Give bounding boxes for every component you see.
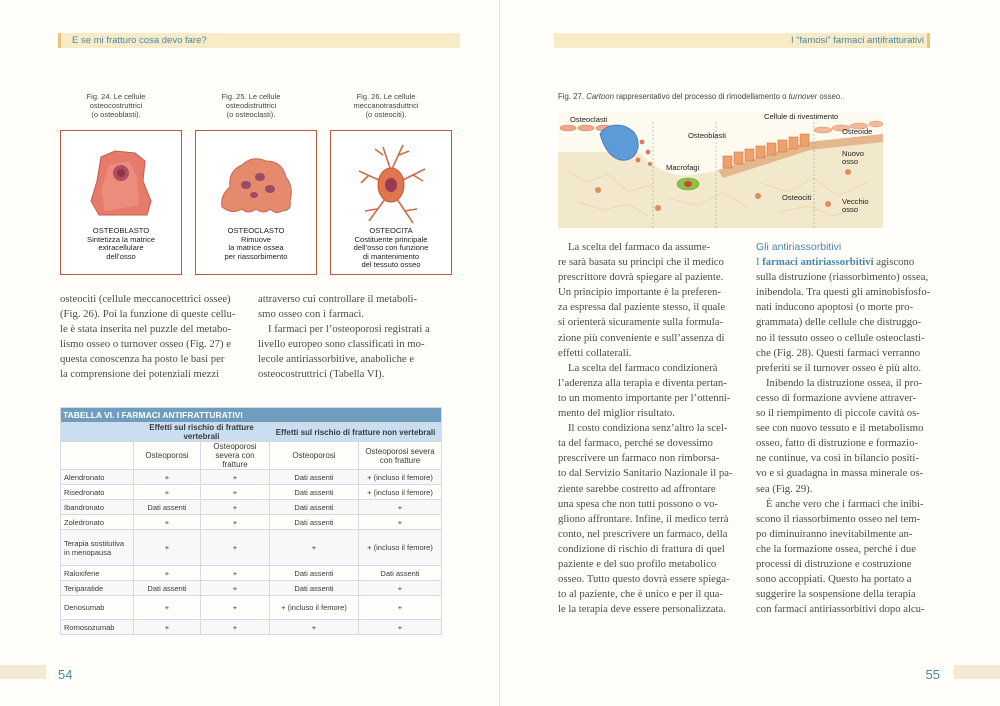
label-macrofagi: Macrofagi [666, 163, 700, 172]
osteoclast-caption [196, 227, 316, 261]
caption-prefix: Fig. 27. [558, 92, 585, 101]
table-cell: + [134, 530, 201, 566]
drugs-table [60, 407, 442, 635]
text-line: so il riempimento di piccole cavità os- [756, 407, 920, 420]
text-line: cesso di formazione avviene attraver- [756, 391, 917, 404]
label-osteoide: Osteoide [842, 127, 873, 136]
label-osteoclasti: Osteoclasti [570, 115, 608, 124]
label-line: Nuovo [842, 149, 864, 158]
fig27-caption [558, 92, 842, 101]
table-cell: + [359, 620, 442, 635]
table-cell: + [359, 581, 442, 596]
left-col2-text [258, 292, 444, 383]
figure-desc: la matrice ossea [228, 243, 284, 253]
text-line: mento del miglior risultato. [558, 407, 675, 420]
caption-italic: Cartoon [586, 92, 614, 101]
table-cell: Dati assenti [270, 515, 359, 530]
caption-line: (o osteoclasti). [226, 110, 276, 119]
folio-tab [0, 665, 46, 679]
text-line: po diminuiranno inevitabilmente an- [756, 527, 913, 540]
text-line: paziente e del suo profilo metabolico [558, 557, 717, 570]
text-line: La scelta del farmaco condizionerà [568, 361, 718, 374]
text-fragment: I [756, 256, 760, 269]
drug-name: Romosozumab [61, 620, 134, 635]
table-cell: + [359, 515, 442, 530]
running-header: E se mi fratturo cosa devo fare? [58, 33, 460, 48]
fig24-caption [57, 92, 175, 119]
figure-desc: Costituente principale [354, 234, 428, 244]
label-osteoblasti: Osteoblasti [688, 131, 726, 140]
text-line: processi di distruzione e costruzione [756, 557, 912, 570]
figure-desc: Sintetizza la matrice [87, 234, 155, 244]
table-cell: + [270, 530, 359, 566]
remodeling-illustration [558, 112, 883, 228]
text-line: gliono affrontare. Infine, il medico terrà [558, 512, 729, 525]
text-line: attraverso cui controllare il metaboli- [258, 293, 418, 305]
drug-name: Raloxifene [61, 566, 134, 581]
table-row [61, 620, 442, 635]
table-cell: + [201, 581, 270, 596]
section-title: Gli antiriassorbitivi [756, 241, 842, 253]
text-line: osteociti (cellule meccanocettrici ossee) [60, 293, 231, 305]
table-row [61, 566, 442, 581]
caption-italic: turnover [788, 92, 818, 101]
table-cell: + (incluso il femore) [359, 485, 442, 500]
table-cell: Dati assenti [270, 566, 359, 581]
table-row [61, 515, 442, 530]
table-cell: Dati assenti [134, 581, 201, 596]
text-line: inibendola. Tra questi gli aminobisfosfo- [756, 286, 931, 299]
text-line: Inibendo la distruzione ossea, il pro- [766, 376, 923, 389]
text-line: to dal Servizio Sanitario Nazionale il pa- [558, 467, 733, 480]
label-vecchio-osso [842, 198, 869, 214]
table-cell: + [134, 596, 201, 620]
text-line: re sarà basata su principi che il medico [558, 256, 724, 269]
table-title: TABELLA VI. I FARMACI ANTIFRATTURATIVI [61, 408, 442, 423]
caption-line: Fig. 24. Le cellule [86, 92, 146, 101]
text-line: osseo. Tutto questo dovrà essere spiega- [558, 573, 730, 586]
text-line: nati inducono apoptosi (o morte pro- [756, 301, 914, 314]
table-row [61, 485, 442, 500]
table-cell: + [201, 620, 270, 635]
table-row [61, 581, 442, 596]
right-col2-text [756, 240, 942, 617]
running-header: I “famosi” farmaci antifratturativi [554, 33, 930, 48]
text-line: to al paziente, che è unico e per il qua- [558, 588, 723, 601]
table-title-row [61, 408, 442, 423]
fig26-caption [327, 92, 445, 119]
sub-header: Osteoporosi [134, 442, 201, 470]
label-osteociti: Osteociti [782, 193, 812, 202]
drug-name: Alendronato [61, 470, 134, 485]
text-line: prescrittore dovrà spiegare al paziente. [558, 271, 724, 284]
table-cell: + [134, 515, 201, 530]
osteocyte-figure [330, 130, 452, 275]
table-row [61, 596, 442, 620]
sub-header: Osteoporosi severa con fratture [359, 442, 442, 470]
table-cell: Dati assenti [270, 470, 359, 485]
text-line: ne continue, va così in bilancio positi- [756, 452, 919, 465]
table-cell: + [134, 620, 201, 635]
text-line: vo e si guadagna in massa minerale os- [756, 467, 924, 480]
text-line: Un principio importante è la preferen- [558, 286, 721, 299]
label-line: Vecchio [842, 197, 869, 206]
text-line: lecole antiriassorbitive, anaboliche e [258, 353, 415, 366]
drug-name: Terapia sostitutiva in menopausa [61, 530, 134, 566]
text-line: see con nuovo tessuto e il metabolismo [756, 422, 924, 435]
folio-tab [954, 665, 1000, 679]
figure-desc: del tessuto osseo [361, 260, 421, 270]
text-line: zione più conveniente e sull’assenza di [558, 331, 725, 344]
table-row [61, 500, 442, 515]
osteoclast-figure [195, 130, 317, 275]
text-line: to un momento importante per l’ottenni- [558, 391, 731, 404]
left-col1-text [60, 292, 246, 383]
table-cell: + [201, 485, 270, 500]
table-cell: + [201, 500, 270, 515]
text-line: grammata) delle cellule che distruggo- [756, 316, 921, 329]
text-line: effetti collaterali. [558, 346, 632, 359]
figure-title: OSTEOCLASTO [227, 226, 285, 235]
table-cell: + [134, 470, 201, 485]
text-line: che la formazione ossea, perché i due [756, 542, 916, 555]
caption-text: rappresentativo del processo di rimodellamento o [616, 92, 787, 101]
text-line: suggerire la sospensione della terapia [756, 588, 916, 601]
text-line: sulla distruzione (riassorbimento) ossea, [756, 271, 929, 284]
label-rivestimento: Cellule di rivestimento [764, 112, 839, 121]
text-line: si orienterà sicuramente sulla formula- [558, 316, 723, 329]
text-line: osseo, fatto di distruzione e formazio- [756, 437, 919, 450]
table-cell: + [134, 485, 201, 500]
table-cell: + [201, 596, 270, 620]
text-line: questa conoscenza ha posto le basi per [60, 353, 225, 366]
text-line: ziente sarebbe costretto ad affrontare [558, 482, 716, 495]
drug-name: Zoledronato [61, 515, 134, 530]
figure-title: OSTEOBLASTO [92, 226, 150, 235]
label-nuovo-osso [842, 150, 864, 166]
text-line: una spesa che non tutti possono o vo- [558, 497, 718, 510]
table-group-header [61, 423, 442, 442]
group-vertebral: Effetti sul rischio di fratture vertebrali [134, 423, 270, 442]
table-sub-header [61, 442, 442, 470]
sub-header: Osteoporosi [270, 442, 359, 470]
text-line: che (Fig. 28). Questi farmaci verranno [756, 346, 921, 359]
text-fragment: agiscono [876, 256, 915, 269]
osteocyte-caption [331, 227, 451, 270]
page-number: 54 [58, 667, 73, 682]
text-line: l’aderenza alla terapia e diventa pertan- [558, 376, 727, 389]
figure-desc: Rimuove [241, 234, 271, 244]
right-page [500, 0, 1000, 706]
table-cell: Dati assenti [270, 500, 359, 515]
text-line: con farmaci antiriassorbitivi dopo alcu- [756, 603, 925, 616]
text-line: osteocostruttrici (Tabella VI). [258, 368, 385, 381]
table-cell: + (incluso il femore) [359, 470, 442, 485]
figure-desc: extracellulare [98, 243, 144, 253]
table-cell: + [201, 530, 270, 566]
text-line: ta del farmaco, perché se dovessimo [558, 437, 713, 450]
table-cell: Dati assenti [270, 581, 359, 596]
table-cell: + [270, 620, 359, 635]
figure-desc: dell’osso con funzione [353, 243, 429, 253]
text-line: lismo osseo o turnover osseo (Fig. 27) e [60, 338, 231, 351]
text-line: condizione di rischio di frattura di quel [558, 542, 725, 555]
table-cell: + (incluso il femore) [359, 530, 442, 566]
osteocyte-illustration [351, 141, 431, 225]
page-number: 55 [925, 667, 940, 682]
drug-name: Risedronato [61, 485, 134, 500]
figure-desc: dell’osso [106, 251, 136, 261]
osteoclast-illustration [216, 141, 296, 225]
remodeling-drawing [558, 112, 883, 228]
text-line: la comprensione dei potenziali mezzi [60, 368, 220, 381]
table-cell: Dati assenti [359, 566, 442, 581]
osteoblast-figure [60, 130, 182, 275]
bold-term: farmaci antiriassorbitivi [762, 256, 874, 269]
text-line: prescrivere un farmaco non rimborsa- [558, 452, 720, 465]
caption-line: osteocostruttrici [89, 101, 143, 110]
caption-line: (o osteoblasti). [91, 110, 141, 119]
caption-end: osseo. [819, 92, 843, 101]
table-cell: Dati assenti [270, 485, 359, 500]
table-corner [61, 423, 134, 442]
figure-desc: di mantenimento [362, 251, 420, 261]
drug-name: Denosumab [61, 596, 134, 620]
text-line: I farmaci per l’osteoporosi registrati a [268, 323, 430, 336]
table-cell: + [359, 596, 442, 620]
table-cell: + [201, 470, 270, 485]
figure-desc: per riassorbimento [224, 251, 288, 261]
text-line: le è stata inserita nel puzzle del metabo- [60, 323, 232, 336]
osteoblast-illustration [81, 141, 161, 225]
caption-line: osteodistruttrici [225, 101, 277, 110]
fig25-caption [192, 92, 310, 119]
table-cell: + [134, 566, 201, 581]
caption-line: Fig. 25. Le cellule [221, 92, 281, 101]
text-line: za espressa dal paziente stesso, il quale [558, 301, 726, 314]
text-line: no il tessuto osseo o cellule osteoclasti- [756, 331, 925, 344]
text-line [756, 255, 942, 270]
table-corner [61, 442, 134, 470]
caption-line: Fig. 26. Le cellule [356, 92, 416, 101]
label-line: osso [842, 157, 859, 166]
text-line: le la terapia deve essere personalizzata. [558, 603, 726, 616]
label-line: osso [842, 205, 859, 214]
text-line: Il costo condiziona senz’altro la scel- [568, 422, 728, 435]
osteoblast-caption [61, 227, 181, 261]
text-line: sea (Fig. 29). [756, 482, 813, 495]
caption-line: (o osteociti). [365, 110, 407, 119]
text-line: sono accoppiati. Questo ha portato a [756, 573, 912, 586]
table-cell: + [201, 515, 270, 530]
drug-name: Ibandronato [61, 500, 134, 515]
right-col1-text [558, 240, 742, 617]
text-line: smo osseo con i farmaci. [258, 308, 364, 321]
sub-header: Osteoporosi severa con fratture [201, 442, 270, 470]
table-cell: + [201, 566, 270, 581]
text-line: È anche vero che i farmaci che inibi- [766, 497, 924, 510]
figure-title: OSTEOCITA [369, 226, 413, 235]
text-line: preferiti se il turnover osseo è più alto. [756, 361, 922, 374]
group-non-vertebral: Effetti sul rischio di fratture non vertebrali [270, 423, 442, 442]
caption-line: meccanotrasduttrici [353, 101, 419, 110]
drug-name: Teriparatide [61, 581, 134, 596]
table-cell: Dati assenti [134, 500, 201, 515]
table-row [61, 470, 442, 485]
text-line: livello europeo sono classificati in mo- [258, 338, 425, 351]
text-line: scono il riassorbimento osseo nel tem- [756, 512, 921, 525]
text-line: (Fig. 26). Poi la funzione di queste cellu- [60, 308, 236, 321]
table-cell: + (incluso il femore) [270, 596, 359, 620]
text-line: La scelta del farmaco da assume- [568, 241, 711, 253]
table-row [61, 530, 442, 566]
text-line: conto, nel prescrivere un farmaco, della [558, 527, 728, 540]
table-cell: + [359, 500, 442, 515]
